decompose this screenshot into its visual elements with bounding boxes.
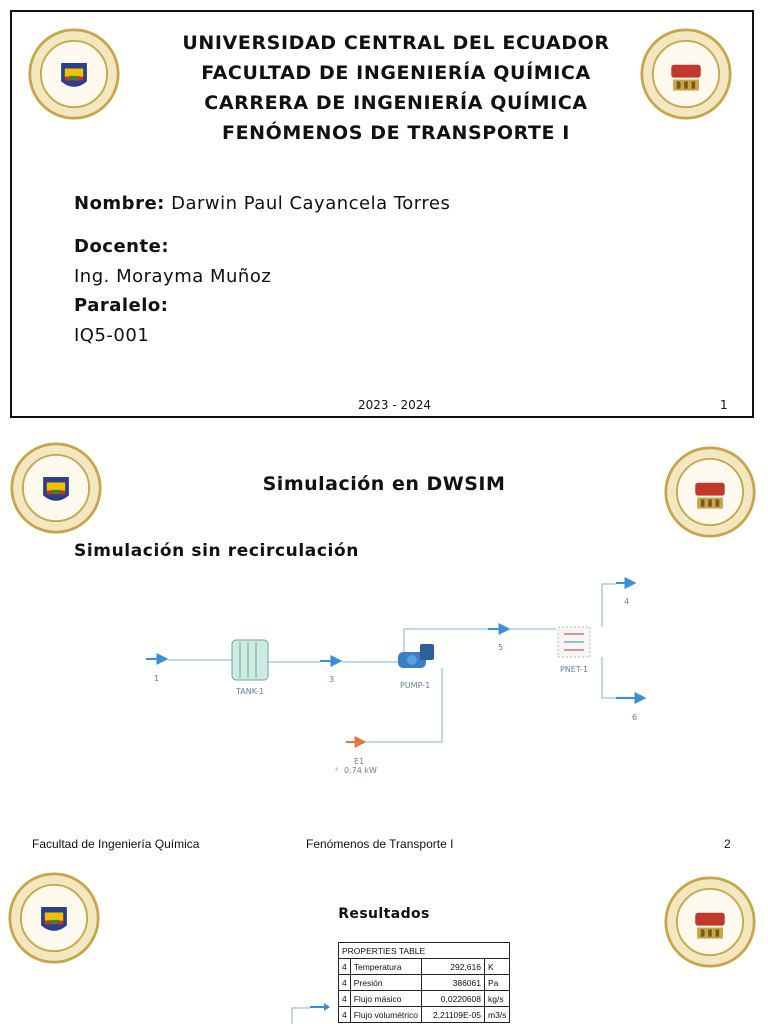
page2-subtitle: Simulación sin recirculación	[74, 541, 359, 561]
cover-heading	[132, 28, 660, 148]
row-stream-id: 4	[339, 975, 351, 991]
nombre-value: Darwin Paul Cayancela Torres	[171, 193, 451, 214]
dwsim-flowsheet	[136, 572, 656, 784]
stream-1-label: 1	[154, 674, 160, 683]
row-stream-id: 4	[339, 1007, 351, 1023]
row-value: 292,616	[421, 959, 484, 975]
course-name: FENÓMENOS DE TRANSPORTE I	[222, 122, 570, 144]
docente-label: Docente:	[74, 236, 170, 257]
row-unit: K	[484, 959, 509, 975]
row-value: 0,0220608	[421, 991, 484, 1007]
table-header: PROPERTIES TABLE	[339, 943, 510, 959]
row-stream-id: 4	[339, 991, 351, 1007]
tank-label: TANK-1	[236, 687, 265, 696]
page-number-1: 1	[720, 398, 728, 412]
table-row	[339, 975, 510, 991]
docente-value: Ing. Morayma Muñoz	[74, 266, 272, 287]
page3-title: Resultados	[338, 906, 430, 922]
page2-footer-center: Fenómenos de Transporte I	[306, 837, 454, 851]
pump-label: PUMP-1	[400, 681, 431, 690]
page2-footer-left: Facultad de Ingeniería Química	[32, 837, 200, 851]
pnet-label: PNET-1	[560, 665, 588, 674]
row-value: 2,21109E-05	[421, 1007, 484, 1023]
table-row	[339, 991, 510, 1007]
pump-icon	[398, 644, 434, 668]
university-name: UNIVERSIDAD CENTRAL DEL ECUADOR	[182, 32, 610, 54]
row-unit: m3/s	[484, 1007, 509, 1023]
row-property: Flujo másico	[350, 991, 421, 1007]
table-row	[339, 959, 510, 975]
cover-page	[10, 10, 754, 418]
paralelo-value: IQ5-001	[74, 325, 150, 346]
stream-6-label: 6	[632, 713, 638, 722]
row-stream-id: 4	[339, 959, 351, 975]
row-property: Flujo volumétrico	[350, 1007, 421, 1023]
lightning-icon: ⚡	[334, 765, 340, 774]
paralelo-label: Paralelo:	[74, 295, 169, 316]
tank-icon	[232, 640, 268, 680]
career-name: CARRERA DE INGENIERÍA QUÍMICA	[204, 92, 588, 114]
nombre-row	[74, 193, 450, 214]
energy-stream-label: E1	[354, 757, 365, 766]
stream-5-label: 5	[498, 643, 504, 652]
university-seal-left	[28, 28, 120, 120]
faculty-name: FACULTAD DE INGENIERÍA QUÍMICA	[201, 62, 591, 84]
stream-3-label: 3	[329, 675, 335, 684]
row-unit: kg/s	[484, 991, 509, 1007]
page2-title: Simulación en DWSIM	[262, 473, 506, 495]
row-unit: Pa	[484, 975, 509, 991]
faculty-seal-right-p3	[664, 876, 756, 968]
table-row	[339, 1007, 510, 1023]
nombre-label: Nombre:	[74, 193, 165, 214]
academic-year: 2023 - 2024	[358, 398, 432, 412]
table-header-row	[339, 943, 510, 959]
energy-value: 0.74 kW	[344, 766, 377, 775]
stream-4-label: 4	[624, 597, 630, 606]
page-number-2: 2	[724, 837, 731, 851]
row-value: 386061	[421, 975, 484, 991]
properties-table	[338, 942, 510, 1023]
result-stream-arrow	[288, 1000, 332, 1024]
row-property: Presión	[350, 975, 421, 991]
pipe-network-icon	[558, 627, 590, 657]
row-property: Temperatura	[350, 959, 421, 975]
